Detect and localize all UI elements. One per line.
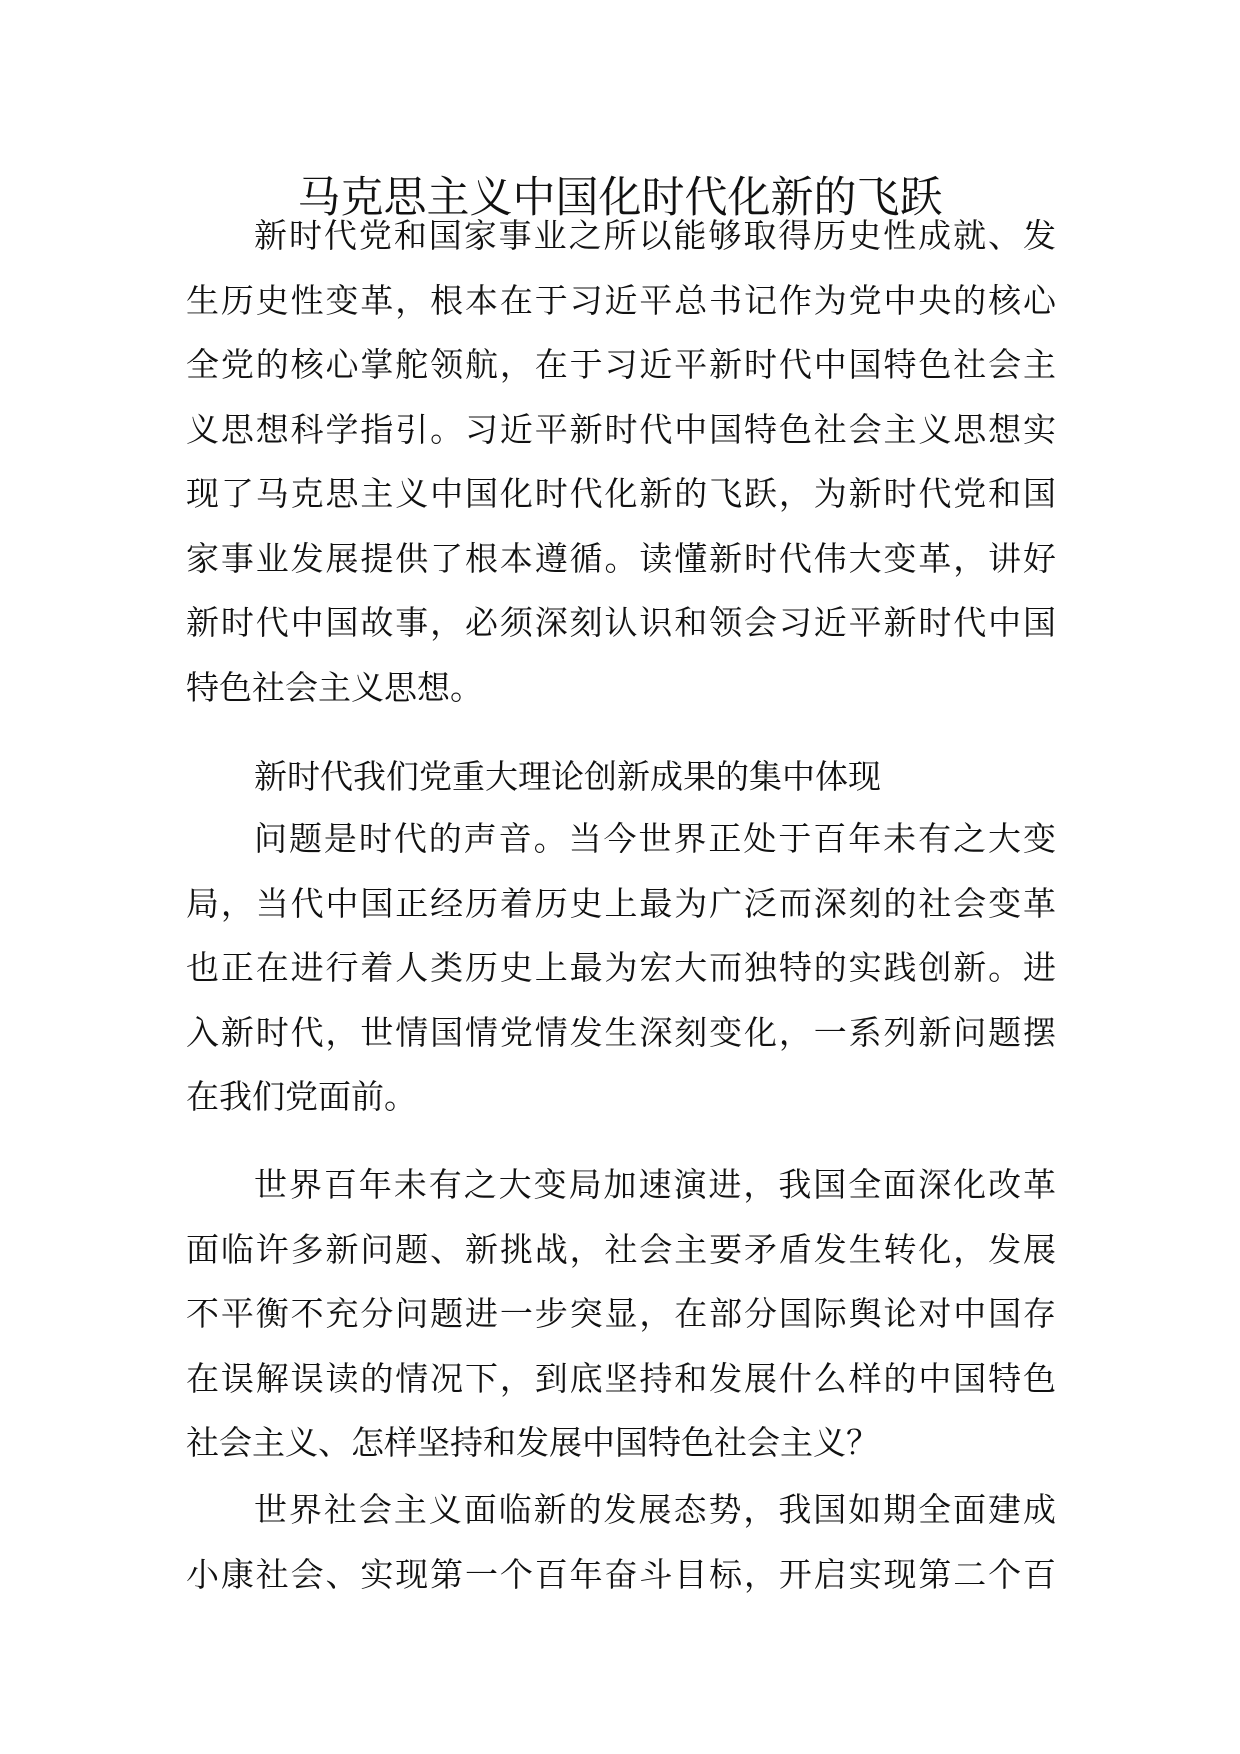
paragraph-line: 问题是时代的声音。当今世界正处于百年未有之大变	[254, 819, 1056, 858]
paragraph-line: 面临许多新问题、新挑战，社会主要矛盾发生转化，发展	[186, 1229, 1056, 1269]
paragraph-line: 家事业发展提供了根本遵循。读懂新时代伟大变革，讲好	[186, 538, 1056, 578]
section-heading-text: 新时代我们党重大理论创新成果的集中体现	[254, 757, 881, 796]
paragraph-line: 全党的核心掌舵领航，在于习近平新时代中国特色社会主	[186, 345, 1056, 384]
paragraph-line: 现了马克思主义中国化时代化新的飞跃，为新时代党和国	[186, 474, 1056, 513]
paragraph-4	[186, 1478, 1056, 1607]
paragraph-line: 不平衡不充分问题进一步突显，在部分国际舆论对中国存	[186, 1294, 1056, 1333]
paragraph-line: 在误解误读的情况下，到底坚持和发展什么样的中国特色	[186, 1358, 1056, 1398]
document-title: 马克思主义中国化时代化新的飞跃	[297, 173, 943, 223]
section-heading	[186, 745, 1056, 810]
paragraph-line: 生历史性变革，根本在于习近平总书记作为党中央的核心	[186, 280, 1056, 320]
paragraph-line: 也正在进行着人类历史上最为宏大而独特的实践创新。进	[186, 948, 1056, 987]
paragraph-line: 在我们党面前。	[186, 1077, 417, 1116]
paragraph-line: 世界社会主义面临新的发展态势，我国如期全面建成	[254, 1490, 1056, 1529]
paragraph-line: 局，当代中国正经历着历史上最为广泛而深刻的社会变革	[186, 883, 1056, 923]
paragraph-line: 世界百年未有之大变局加速演进，我国全面深化改革	[254, 1165, 1056, 1204]
paragraph-line: 社会主义、怎样坚持和发展中国特色社会主义？	[186, 1423, 879, 1462]
paragraph-line: 新时代党和国家事业之所以能够取得历史性成就、发	[254, 216, 1056, 255]
paragraph-line: 义思想科学指引。习近平新时代中国特色社会主义思想实	[186, 409, 1056, 449]
paragraph-line: 小康社会、实现第一个百年奋斗目标，开启实现第二个百	[186, 1554, 1056, 1594]
paragraph-1	[186, 204, 1056, 720]
paragraph-line: 新时代中国故事，必须深刻认识和领会习近平新时代中国	[186, 603, 1056, 642]
paragraph-2	[186, 807, 1056, 1130]
paragraph-line: 入新时代，世情国情党情发生深刻变化，一系列新问题摆	[186, 1012, 1056, 1052]
paragraph-line: 特色社会主义思想。	[186, 667, 483, 707]
paragraph-3	[186, 1153, 1056, 1476]
